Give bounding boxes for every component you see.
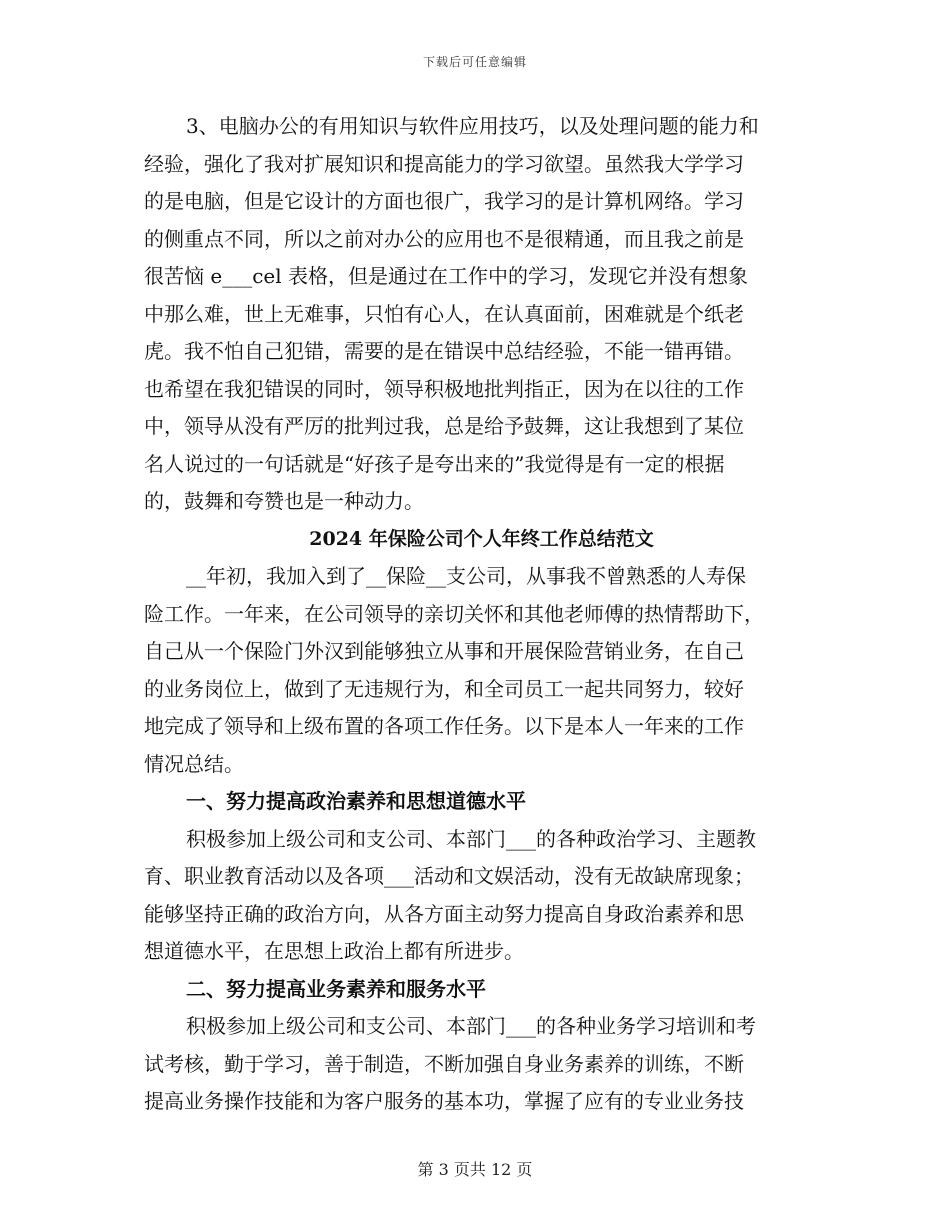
text-line: 育、职业教育活动以及各项___活动和文娱活动，没有无故缺席现象；	[144, 864, 754, 888]
text-line: 提高业务操作技能和为客户服务的基本功，掌握了应有的专业业务技	[144, 1089, 744, 1113]
text-line: 的，鼓舞和夸赞也是一种动力。	[144, 489, 424, 513]
text-line: 的业务岗位上，做到了无违规行为，和全司员工一起共同努力，较好	[144, 676, 744, 701]
text-line: 也希望在我犯错误的同时，领导积极地批判指正，因为在以往的工作	[144, 376, 744, 401]
section-heading-2: 二、努力提高业务素养和服务水平	[186, 976, 486, 1001]
text-line: 积极参加上级公司和支公司、本部门___的各种政治学习、主题教	[186, 826, 756, 851]
text-line: 的侧重点不同，所以之前对办公的应用也不是很精通，而且我之前是	[144, 226, 744, 251]
text-line: __年初，我加入到了__保险__支公司，从事我不曾熟悉的人寿保	[186, 564, 746, 588]
text-line: 中那么难，世上无难事，只怕有心人，在认真面前，困难就是个纸老	[144, 301, 744, 326]
page-footer: 第 3 页共 12 页	[417, 1160, 533, 1179]
text-line: 很苦恼 e___cel 表格，但是通过在工作中的学习，发现它并没有想象	[144, 264, 748, 288]
text-line: 能够坚持正确的政治方向，从各方面主动努力提高自身政治素养和思	[144, 901, 744, 926]
text-line: 险工作。一年来，在公司领导的亲切关怀和其他老师傅的热情帮助下，	[144, 601, 764, 626]
paragraph-tips	[144, 108, 809, 521]
page-header: 下载后可任意编辑	[422, 55, 527, 69]
text-line: 中，领导从没有严厉的批判过我，总是给予鼓舞，这让我想到了某位	[144, 414, 744, 438]
text-line: 3、电脑办公的有用知识与软件应用技巧，以及处理问题的能力和	[186, 114, 759, 138]
text-line: 自己从一个保险门外汉到能够独立从事和开展保险营销业务，在自己	[144, 639, 744, 663]
document-body	[144, 108, 809, 1121]
section-heading-1: 一、努力提高政治素养和思想道德水平	[186, 789, 526, 813]
document-title: 2024 年保险公司个人年终工作总结范文	[309, 527, 654, 550]
text-line: 名人说过的一句话就是“好孩子是夸出来的”我觉得是有一定的根据	[144, 451, 725, 476]
text-line: 试考核，勤于学习，善于制造，不断加强自身业务素养的训练，不断	[144, 1051, 744, 1076]
paragraph-intro	[144, 558, 809, 783]
text-line: 虎。我不怕自己犯错，需要的是在错误中总结经验，不能一错再错。	[144, 339, 744, 363]
text-line: 的是电脑，但是它设计的方面也很广，我学习的是计算机网络。学习	[144, 189, 744, 213]
text-line: 想道德水平，在思想上政治上都有所进步。	[144, 939, 524, 963]
text-line: 情况总结。	[144, 751, 244, 776]
text-line: 积极参加上级公司和支公司、本部门___的各种业务学习培训和考	[186, 1014, 756, 1038]
paragraph-business	[144, 1008, 809, 1121]
text-line: 地完成了领导和上级布置的各项工作任务。以下是本人一年来的工作	[144, 714, 744, 738]
paragraph-politics	[144, 821, 809, 971]
text-line: 经验，强化了我对扩展知识和提高能力的学习欲望。虽然我大学学习	[144, 151, 744, 176]
